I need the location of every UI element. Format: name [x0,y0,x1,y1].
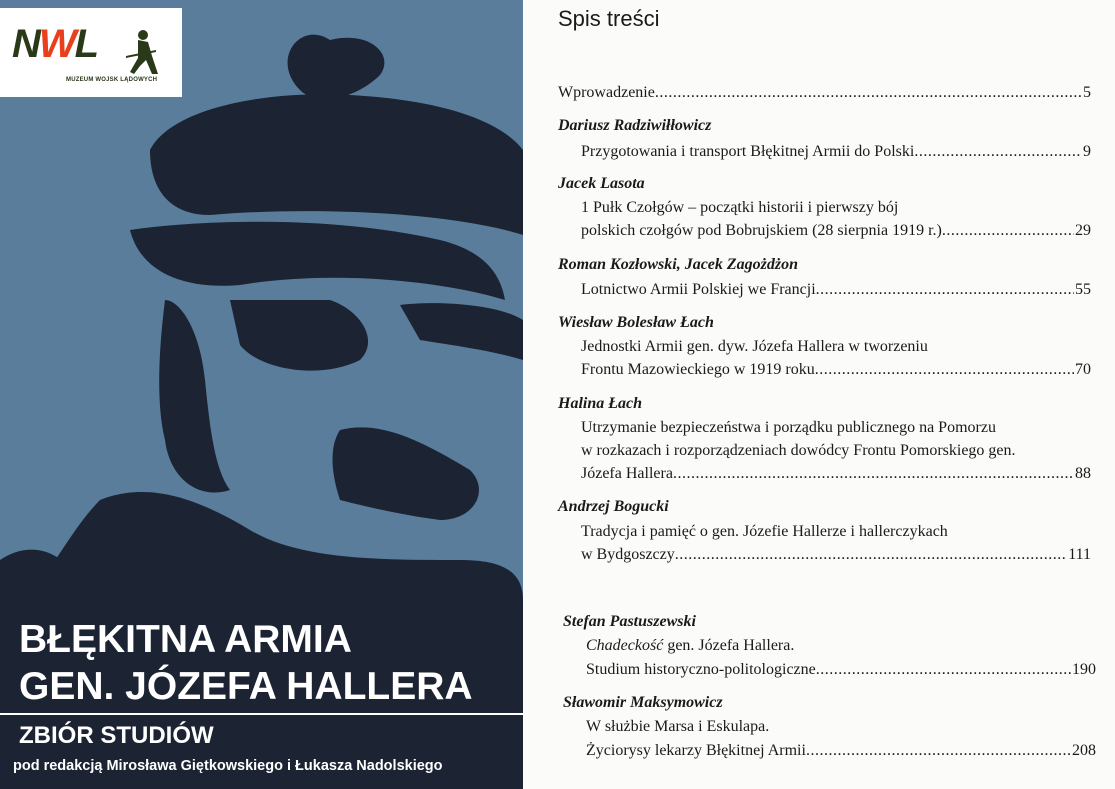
toc-page-number: 9 [1083,143,1091,160]
toc-entry-title: Józefa Hallera [581,465,673,482]
toc-entry[interactable] [581,465,1091,483]
toc-page-number: 88 [1075,465,1091,482]
dot-leader [816,661,1071,679]
logo-subtitle: MUZEUM WOJSK LĄDOWYCH [66,77,158,83]
toc-entry-title: Studium historyczno-politologiczne [586,661,816,678]
dot-leader [914,143,1082,161]
toc-entry-line: Tradycja i pamięć o gen. Józefie Hallerze i hallerczykach [581,523,948,540]
toc-author: Stefan Pastuszewski [563,613,696,630]
toc-entry-title: polskich czołgów pod Bobrujskiem (28 sierpnia 1919 r.) [581,222,942,239]
toc-intro-title: Wprowadzenie [558,84,655,101]
table-of-contents [523,0,1115,789]
cover-divider [0,713,523,715]
toc-entry-line: W służbie Marsa i Eskulapa. [586,718,770,735]
toc-author: Dariusz Radziwiłłowicz [558,117,712,134]
dot-leader [942,222,1074,240]
italic-term: Chadeckość [586,637,664,654]
dot-leader [673,465,1074,483]
toc-author: Sławomir Maksymowicz [563,694,723,711]
dot-leader [815,361,1074,379]
cover-title [19,616,473,710]
cover-title-line2: GEN. JÓZEFA HALLERA [19,665,473,708]
toc-entry[interactable] [581,546,1091,564]
dot-leader [655,84,1082,102]
toc-page-number: 29 [1075,222,1091,239]
toc-entry-line-text: gen. Józefa Hallera. [663,637,795,654]
toc-author: Jacek Lasota [558,175,645,192]
toc-page-number: 55 [1075,281,1091,298]
toc-entry-line: Jednostki Armii gen. dyw. Józefa Hallera w tworzeniu [581,338,928,355]
logo-letter-n: N [12,22,39,66]
toc-entry-line: w rozkazach i rozporządzeniach dowódcy Frontu Pomorskiego gen. [581,442,1016,459]
logo-letter-w: W [38,22,75,66]
soldier-figure-icon [126,30,160,76]
cover-title-line1: BŁĘKITNA ARMIA [19,618,352,661]
toc-entry[interactable] [586,661,1096,679]
toc-entry-title: Życiorysy lekarzy Błękitnej Armii [586,742,806,759]
toc-entry[interactable] [581,222,1091,240]
toc-author: Andrzej Bogucki [558,498,669,515]
logo-letter-l: L [74,22,98,66]
toc-entry[interactable] [581,361,1091,379]
dot-leader [816,281,1074,299]
toc-title: Spis treści [558,6,660,31]
logo-letters [12,22,97,67]
toc-page-number: 111 [1068,546,1091,563]
dot-leader [675,546,1067,564]
cover-editors: pod redakcją Mirosława Giętkowskiego i Łukasza Nadolskiego [13,758,443,774]
toc-page-number: 5 [1083,84,1091,101]
toc-entry-line [586,637,794,655]
toc-intro-entry[interactable] [558,84,1091,102]
toc-entry-line: Utrzymanie bezpieczeństwa i porządku publicznego na Pomorzu [581,419,996,436]
toc-entry-title: w Bydgoszczy [581,546,675,563]
toc-entry-title: Frontu Mazowieckiego w 1919 roku [581,361,815,378]
book-cover [0,0,523,789]
toc-author: Wiesław Bolesław Łach [558,314,714,331]
toc-entry[interactable] [581,143,1091,161]
toc-entry[interactable] [581,281,1091,299]
toc-author: Halina Łach [558,395,643,412]
toc-entry[interactable] [586,742,1096,760]
toc-author: Roman Kozłowski, Jacek Zagożdżon [558,256,799,273]
toc-page-number: 190 [1072,661,1096,678]
toc-page-number: 208 [1072,742,1096,759]
toc-entry-title: Przygotowania i transport Błękitnej Armii do Polski [581,143,915,160]
museum-logo [0,8,182,97]
toc-entry-title: Lotnictwo Armii Polskiej we Francji [581,281,816,298]
toc-page-number: 70 [1075,361,1091,378]
dot-leader [806,742,1071,760]
cover-subtitle: ZBIÓR STUDIÓW [19,722,214,749]
toc-entry-line: 1 Pułk Czołgów – początki historii i pierwszy bój [581,199,899,216]
